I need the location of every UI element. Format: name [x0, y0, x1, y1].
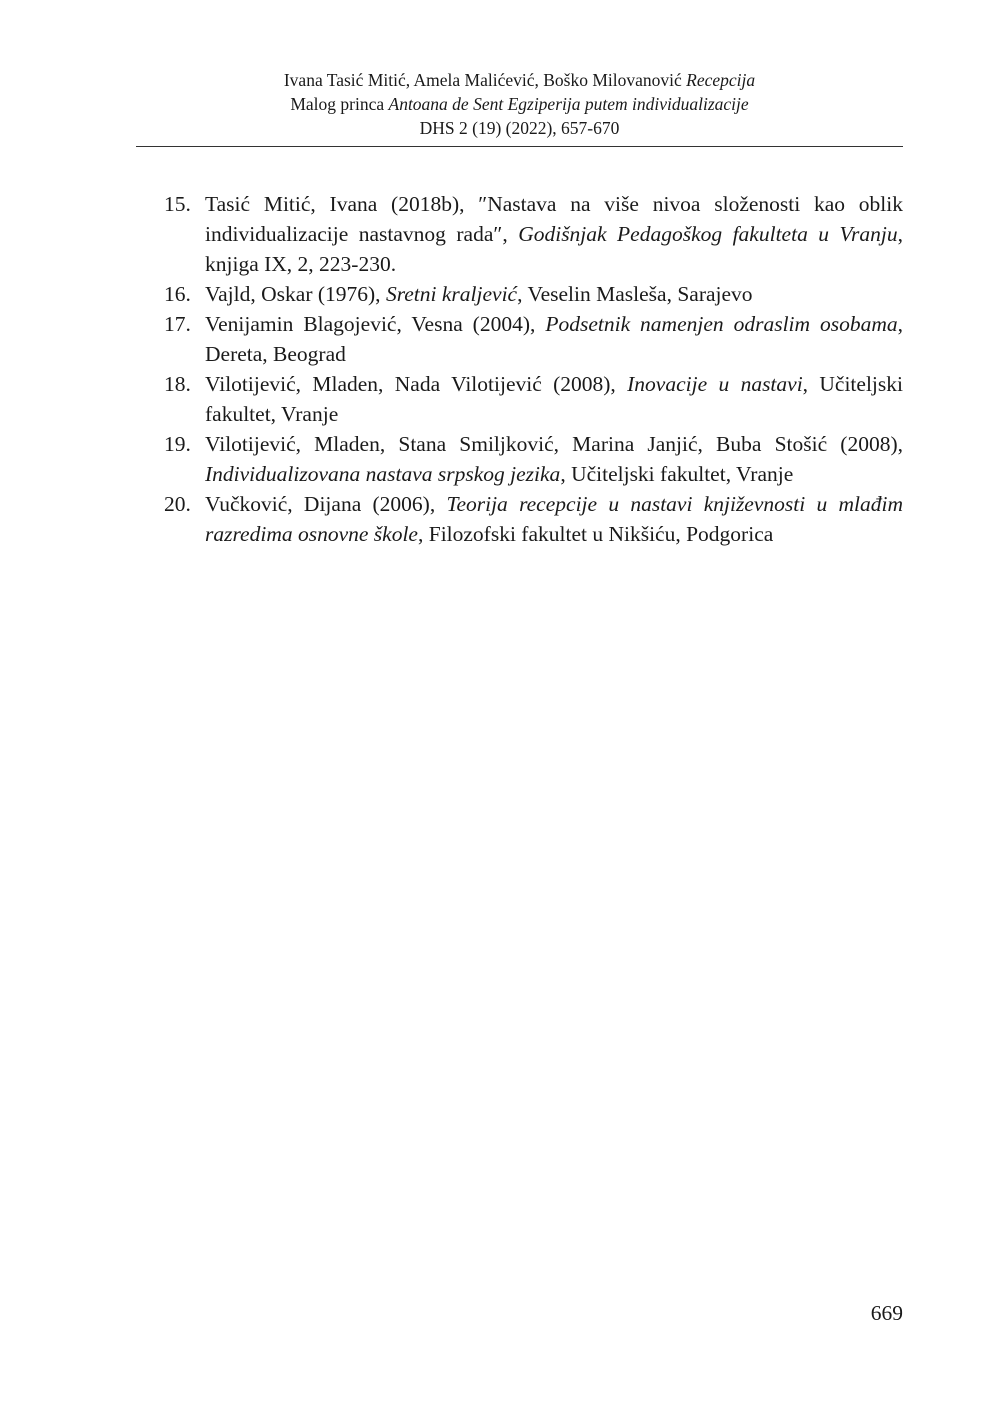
reference-publisher: , Dereta, Beograd: [205, 312, 904, 366]
reference-authors: Vučković, Dijana (2006),: [205, 492, 447, 516]
header-divider: [136, 146, 903, 147]
header-line-authors: [136, 68, 903, 92]
reference-list: [164, 189, 903, 549]
reference-item-15: [164, 189, 903, 279]
header-title-italic: Antoana de Sent Egziperija putem individualizacije: [388, 94, 749, 114]
header-citation: DHS 2 (19) (2022), 657-670: [419, 118, 620, 138]
reference-title: Inovacije u nastavi: [627, 372, 803, 396]
reference-publisher: , Učiteljski fakultet, Vranje: [560, 462, 794, 486]
reference-authors: Vilotijević, Mladen, Stana Smiljković, Marina Janjić, Buba Stošić (2008),: [205, 432, 903, 456]
header-line-title: [136, 92, 903, 116]
reference-number: 15.: [164, 192, 191, 216]
reference-item-16: [164, 279, 903, 309]
reference-authors: Vajld, Oskar (1976),: [205, 282, 386, 306]
reference-item-17: [164, 309, 903, 369]
reference-publisher: , Filozofski fakultet u Nikšiću, Podgorica: [417, 522, 774, 546]
reference-number: 17.: [164, 312, 191, 336]
reference-title: Sretni kraljević: [385, 282, 518, 306]
header-title-plain: Malog princa: [290, 94, 389, 114]
reference-item-18: [164, 369, 903, 429]
reference-publisher: , Veselin Masleša, Sarajevo: [517, 282, 753, 306]
reference-title: Godišnjak Pedagoškog fakulteta u Vranju: [518, 222, 898, 246]
reference-title: Teorija recepcije u nastavi književnosti u mlađim razredima osnovne škole: [205, 492, 903, 546]
reference-item-20: [164, 489, 903, 549]
reference-number: 19.: [164, 432, 191, 456]
page-number: 669: [870, 1301, 903, 1325]
reference-authors: Venijamin Blagojević, Vesna (2004),: [205, 312, 546, 336]
reference-publisher: , knjiga IX, 2, 223-230.: [205, 222, 904, 276]
reference-number: 16.: [164, 282, 191, 306]
header-authors-text: Ivana Tasić Mitić, Amela Malićević, Boško Milovanović: [283, 70, 687, 90]
reference-title: Individualizovana nastava srpskog jezika: [205, 462, 561, 486]
reference-authors: Tasić Mitić, Ivana (2018b), ″Nastava na više nivoa složenosti kao oblik individualizacije nastavnog rada″,: [205, 192, 903, 246]
header-title-start: Recepcija: [686, 70, 756, 90]
reference-authors: Vilotijević, Mladen, Nada Vilotijević (2008),: [205, 372, 628, 396]
reference-publisher: , Učiteljski fakultet, Vranje: [205, 372, 903, 426]
reference-title: Podsetnik namenjen odraslim osobama: [545, 312, 898, 336]
reference-number: 18.: [164, 372, 191, 396]
reference-item-19: [164, 429, 903, 489]
reference-number: 20.: [164, 492, 191, 516]
running-header: [136, 68, 903, 140]
